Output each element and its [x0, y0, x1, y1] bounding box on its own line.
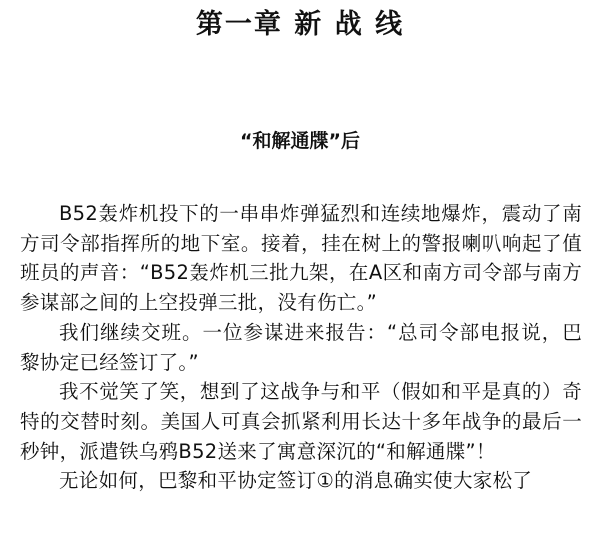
section-title: “和解通牒”后: [240, 130, 360, 152]
chapter-title: 第一章 新 战 线: [195, 9, 405, 40]
paragraph: B52轰炸机投下的一串串炸弹猛烈和连续地爆炸，震动了南方司令部指挥所的地下室。接着，挂在树上的警报喇叭响起了值班员的声音：“B52轰炸机三批九架，在A区和南方司令部与南方参谋部之间的上空投弹三批，没有伤亡。”: [20, 202, 582, 315]
paragraph: 我不觉笑了笑，想到了这战争与和平（假如和平是真的）奇特的交替时刻。美国人可真会抓紧利用长达十多年战争的最后一秒钟，派遣铁乌鸦B52送来了寓意深沉的“和解通牒”！: [20, 380, 582, 463]
paragraph: 无论如何，巴黎和平协定签订①的消息确实使大家松了: [59, 469, 533, 493]
paragraph: 我们继续交班。一位参谋进来报告：“总司令部电报说，巴黎协定已经签订了。”: [20, 320, 582, 374]
body-text: [20, 199, 582, 496]
